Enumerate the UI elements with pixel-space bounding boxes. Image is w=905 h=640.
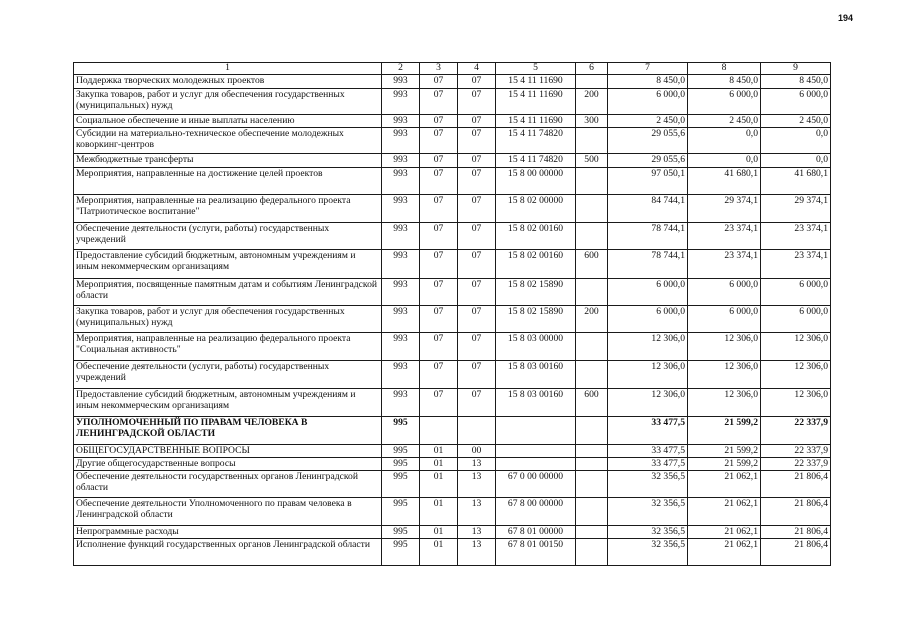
expense-type-code <box>576 279 608 306</box>
item-name: Исполнение функций государственных органов Ленинградской области <box>74 539 382 566</box>
table-row <box>74 333 831 361</box>
amount-col-7: 33 477,5 <box>608 417 688 445</box>
amount-col-8: 6 000,0 <box>688 306 761 333</box>
item-name: Предоставление субсидий бюджетным, автономным учреждениям и иным некоммерческим организациям <box>74 389 382 417</box>
item-name: УПОЛНОМОЧЕННЫЙ ПО ПРАВАМ ЧЕЛОВЕКА В ЛЕНИНГРАДСКОЙ ОБЛАСТИ <box>74 417 382 445</box>
ministry-code: 993 <box>382 333 420 361</box>
amount-col-7: 29 055,6 <box>608 154 688 168</box>
amount-col-7: 97 050,1 <box>608 168 688 195</box>
item-name: Обеспечение деятельности Уполномоченного по правам человека в Ленинградской области <box>74 498 382 526</box>
table-row <box>74 223 831 250</box>
expense-type-code <box>576 195 608 223</box>
ministry-code: 995 <box>382 417 420 445</box>
item-name: Другие общегосударственные вопросы <box>74 458 382 471</box>
subsection-code: 07 <box>458 115 496 128</box>
table-row <box>74 458 831 471</box>
expense-type-code <box>576 445 608 458</box>
amount-col-8: 29 374,1 <box>688 195 761 223</box>
amount-col-7: 12 306,0 <box>608 333 688 361</box>
item-name: Социальное обеспечение и иные выплаты населению <box>74 115 382 128</box>
subsection-code: 13 <box>458 526 496 539</box>
section-code: 01 <box>420 471 458 498</box>
expense-type-code: 600 <box>576 389 608 417</box>
amount-col-9: 2 450,0 <box>761 115 831 128</box>
ministry-code: 993 <box>382 279 420 306</box>
section-code: 07 <box>420 250 458 279</box>
table-row <box>74 250 831 279</box>
amount-col-9: 12 306,0 <box>761 333 831 361</box>
amount-col-7: 32 356,5 <box>608 471 688 498</box>
ministry-code: 993 <box>382 89 420 115</box>
amount-col-8: 6 000,0 <box>688 279 761 306</box>
header-cell: 3 <box>420 63 458 75</box>
amount-col-7: 29 055,6 <box>608 128 688 154</box>
target-article-code: 15 4 11 74820 <box>496 154 576 168</box>
subsection-code: 07 <box>458 279 496 306</box>
expense-type-code <box>576 333 608 361</box>
ministry-code: 995 <box>382 498 420 526</box>
target-article-code: 15 4 11 11690 <box>496 115 576 128</box>
amount-col-8: 21 062,1 <box>688 498 761 526</box>
expense-type-code <box>576 498 608 526</box>
section-code: 07 <box>420 223 458 250</box>
section-code: 07 <box>420 306 458 333</box>
table-row <box>74 306 831 333</box>
item-name: Закупка товаров, работ и услуг для обеспечения государственных (муниципальных) нужд <box>74 89 382 115</box>
subsection-code: 07 <box>458 195 496 223</box>
subsection-code: 13 <box>458 471 496 498</box>
subsection-code: 07 <box>458 389 496 417</box>
amount-col-9: 21 806,4 <box>761 471 831 498</box>
target-article-code: 67 8 01 00150 <box>496 539 576 566</box>
expense-type-code: 200 <box>576 89 608 115</box>
header-row <box>74 63 831 75</box>
target-article-code: 15 4 11 11690 <box>496 75 576 89</box>
ministry-code: 993 <box>382 154 420 168</box>
item-name: Обеспечение деятельности (услуги, работы) государственных учреждений <box>74 223 382 250</box>
item-name: Непрограммные расходы <box>74 526 382 539</box>
amount-col-8: 2 450,0 <box>688 115 761 128</box>
amount-col-9: 23 374,1 <box>761 250 831 279</box>
ministry-code: 993 <box>382 389 420 417</box>
target-article-code <box>496 417 576 445</box>
ministry-code: 993 <box>382 115 420 128</box>
section-code: 07 <box>420 128 458 154</box>
amount-col-7: 78 744,1 <box>608 250 688 279</box>
expense-type-code <box>576 75 608 89</box>
amount-col-8: 8 450,0 <box>688 75 761 89</box>
item-name: Поддержка творческих молодежных проектов <box>74 75 382 89</box>
amount-col-8: 12 306,0 <box>688 389 761 417</box>
expense-type-code: 500 <box>576 154 608 168</box>
subsection-code: 07 <box>458 250 496 279</box>
amount-col-9: 21 806,4 <box>761 539 831 566</box>
subsection-code: 07 <box>458 223 496 250</box>
expense-type-code <box>576 128 608 154</box>
item-name: Обеспечение деятельности государственных органов Ленинградской области <box>74 471 382 498</box>
amount-col-9: 22 337,9 <box>761 445 831 458</box>
item-name: ОБЩЕГОСУДАРСТВЕННЫЕ ВОПРОСЫ <box>74 445 382 458</box>
target-article-code: 67 8 01 00000 <box>496 526 576 539</box>
ministry-code: 993 <box>382 361 420 389</box>
target-article-code: 15 8 02 00160 <box>496 223 576 250</box>
amount-col-8: 12 306,0 <box>688 361 761 389</box>
amount-col-7: 6 000,0 <box>608 306 688 333</box>
amount-col-9: 8 450,0 <box>761 75 831 89</box>
subsection-code: 13 <box>458 498 496 526</box>
amount-col-8: 21 599,2 <box>688 445 761 458</box>
section-code: 07 <box>420 115 458 128</box>
section-code: 07 <box>420 154 458 168</box>
section-code: 01 <box>420 526 458 539</box>
item-name: Межбюджетные трансферты <box>74 154 382 168</box>
amount-col-7: 32 356,5 <box>608 498 688 526</box>
amount-col-9: 21 806,4 <box>761 526 831 539</box>
header-cell: 2 <box>382 63 420 75</box>
section-code: 01 <box>420 498 458 526</box>
subsection-code: 07 <box>458 306 496 333</box>
header-cell: 5 <box>496 63 576 75</box>
section-code: 07 <box>420 279 458 306</box>
section-code: 07 <box>420 75 458 89</box>
expense-type-code: 300 <box>576 115 608 128</box>
table-row <box>74 89 831 115</box>
header-cell: 9 <box>761 63 831 75</box>
amount-col-9: 6 000,0 <box>761 306 831 333</box>
table-row <box>74 471 831 498</box>
ministry-code: 995 <box>382 445 420 458</box>
amount-col-8: 0,0 <box>688 128 761 154</box>
amount-col-9: 6 000,0 <box>761 279 831 306</box>
amount-col-9: 0,0 <box>761 128 831 154</box>
budget-table <box>73 62 831 566</box>
subsection-code <box>458 417 496 445</box>
ministry-code: 993 <box>382 128 420 154</box>
target-article-code: 67 0 00 00000 <box>496 471 576 498</box>
target-article-code: 15 8 03 00160 <box>496 361 576 389</box>
table-row <box>74 75 831 89</box>
amount-col-8: 21 062,1 <box>688 539 761 566</box>
amount-col-7: 32 356,5 <box>608 526 688 539</box>
amount-col-9: 6 000,0 <box>761 89 831 115</box>
item-name: Мероприятия, направленные на реализацию федерального проекта "Социальная активность" <box>74 333 382 361</box>
item-name: Обеспечение деятельности (услуги, работы) государственных учреждений <box>74 361 382 389</box>
amount-col-8: 23 374,1 <box>688 223 761 250</box>
header-cell: 8 <box>688 63 761 75</box>
subsection-code: 07 <box>458 168 496 195</box>
section-code: 07 <box>420 389 458 417</box>
header-cell: 4 <box>458 63 496 75</box>
expense-type-code <box>576 458 608 471</box>
table-row <box>74 168 831 195</box>
subsection-code: 07 <box>458 333 496 361</box>
section-code: 07 <box>420 333 458 361</box>
target-article-code: 15 8 03 00160 <box>496 389 576 417</box>
expense-type-code: 600 <box>576 250 608 279</box>
table-row <box>74 115 831 128</box>
table-row <box>74 128 831 154</box>
amount-col-8: 23 374,1 <box>688 250 761 279</box>
amount-col-9: 23 374,1 <box>761 223 831 250</box>
subsection-code: 13 <box>458 458 496 471</box>
ministry-code: 993 <box>382 195 420 223</box>
subsection-code: 07 <box>458 154 496 168</box>
header-cell: 7 <box>608 63 688 75</box>
amount-col-7: 32 356,5 <box>608 539 688 566</box>
item-name: Мероприятия, направленные на реализацию федерального проекта "Патриотическое воспитание" <box>74 195 382 223</box>
ministry-code: 993 <box>382 75 420 89</box>
target-article-code: 67 8 00 00000 <box>496 498 576 526</box>
amount-col-9: 21 806,4 <box>761 498 831 526</box>
amount-col-7: 33 477,5 <box>608 458 688 471</box>
amount-col-7: 6 000,0 <box>608 89 688 115</box>
ministry-code: 993 <box>382 168 420 195</box>
target-article-code: 15 4 11 11690 <box>496 89 576 115</box>
amount-col-7: 33 477,5 <box>608 445 688 458</box>
section-code: 07 <box>420 168 458 195</box>
amount-col-9: 0,0 <box>761 154 831 168</box>
expense-type-code <box>576 539 608 566</box>
ministry-code: 995 <box>382 458 420 471</box>
table-row <box>74 361 831 389</box>
section-code: 01 <box>420 539 458 566</box>
subsection-code: 07 <box>458 75 496 89</box>
item-name: Субсидии на материально-техническое обеспечение молодежных коворкинг-центров <box>74 128 382 154</box>
item-name: Мероприятия, посвященные памятным датам и событиям Ленинградской области <box>74 279 382 306</box>
target-article-code: 15 8 02 15890 <box>496 279 576 306</box>
subsection-code: 00 <box>458 445 496 458</box>
ministry-code: 993 <box>382 250 420 279</box>
item-name: Предоставление субсидий бюджетным, автономным учреждениям и иным некоммерческим организациям <box>74 250 382 279</box>
amount-col-8: 21 599,2 <box>688 417 761 445</box>
expense-type-code: 200 <box>576 306 608 333</box>
target-article-code <box>496 445 576 458</box>
section-code: 07 <box>420 361 458 389</box>
section-code <box>420 417 458 445</box>
subsection-code: 07 <box>458 361 496 389</box>
target-article-code: 15 8 03 00000 <box>496 333 576 361</box>
table-row <box>74 154 831 168</box>
target-article-code: 15 4 11 74820 <box>496 128 576 154</box>
table-body <box>74 75 831 566</box>
ministry-code: 995 <box>382 471 420 498</box>
amount-col-8: 21 062,1 <box>688 526 761 539</box>
item-name: Мероприятия, направленные на достижение целей проектов <box>74 168 382 195</box>
amount-col-9: 41 680,1 <box>761 168 831 195</box>
expense-type-code <box>576 526 608 539</box>
target-article-code: 15 8 00 00000 <box>496 168 576 195</box>
section-code: 01 <box>420 458 458 471</box>
amount-col-9: 12 306,0 <box>761 361 831 389</box>
section-code: 07 <box>420 195 458 223</box>
target-article-code <box>496 458 576 471</box>
amount-col-9: 12 306,0 <box>761 389 831 417</box>
expense-type-code <box>576 471 608 498</box>
amount-col-8: 41 680,1 <box>688 168 761 195</box>
section-code: 07 <box>420 89 458 115</box>
table-row <box>74 195 831 223</box>
table-row <box>74 445 831 458</box>
expense-type-code <box>576 223 608 250</box>
ministry-code: 993 <box>382 306 420 333</box>
header-cell: 6 <box>576 63 608 75</box>
amount-col-8: 0,0 <box>688 154 761 168</box>
ministry-code: 995 <box>382 526 420 539</box>
item-name: Закупка товаров, работ и услуг для обеспечения государственных (муниципальных) нужд <box>74 306 382 333</box>
target-article-code: 15 8 02 00160 <box>496 250 576 279</box>
amount-col-7: 12 306,0 <box>608 389 688 417</box>
page-number: 194 <box>838 13 854 23</box>
amount-col-9: 22 337,9 <box>761 458 831 471</box>
expense-type-code <box>576 168 608 195</box>
expense-type-code <box>576 361 608 389</box>
subsection-code: 07 <box>458 89 496 115</box>
amount-col-7: 12 306,0 <box>608 361 688 389</box>
table-row <box>74 389 831 417</box>
subsection-code: 07 <box>458 128 496 154</box>
amount-col-8: 21 599,2 <box>688 458 761 471</box>
amount-col-7: 2 450,0 <box>608 115 688 128</box>
target-article-code: 15 8 02 15890 <box>496 306 576 333</box>
table-row <box>74 279 831 306</box>
table-row <box>74 526 831 539</box>
subsection-code: 13 <box>458 539 496 566</box>
table-row <box>74 498 831 526</box>
amount-col-9: 29 374,1 <box>761 195 831 223</box>
amount-col-8: 12 306,0 <box>688 333 761 361</box>
table-row <box>74 539 831 566</box>
target-article-code: 15 8 02 00000 <box>496 195 576 223</box>
ministry-code: 993 <box>382 223 420 250</box>
table-row <box>74 417 831 445</box>
amount-col-7: 84 744,1 <box>608 195 688 223</box>
amount-col-7: 6 000,0 <box>608 279 688 306</box>
header-cell: 1 <box>74 63 382 75</box>
ministry-code: 995 <box>382 539 420 566</box>
amount-col-7: 8 450,0 <box>608 75 688 89</box>
expense-type-code <box>576 417 608 445</box>
amount-col-9: 22 337,9 <box>761 417 831 445</box>
amount-col-7: 78 744,1 <box>608 223 688 250</box>
amount-col-8: 6 000,0 <box>688 89 761 115</box>
section-code: 01 <box>420 445 458 458</box>
amount-col-8: 21 062,1 <box>688 471 761 498</box>
